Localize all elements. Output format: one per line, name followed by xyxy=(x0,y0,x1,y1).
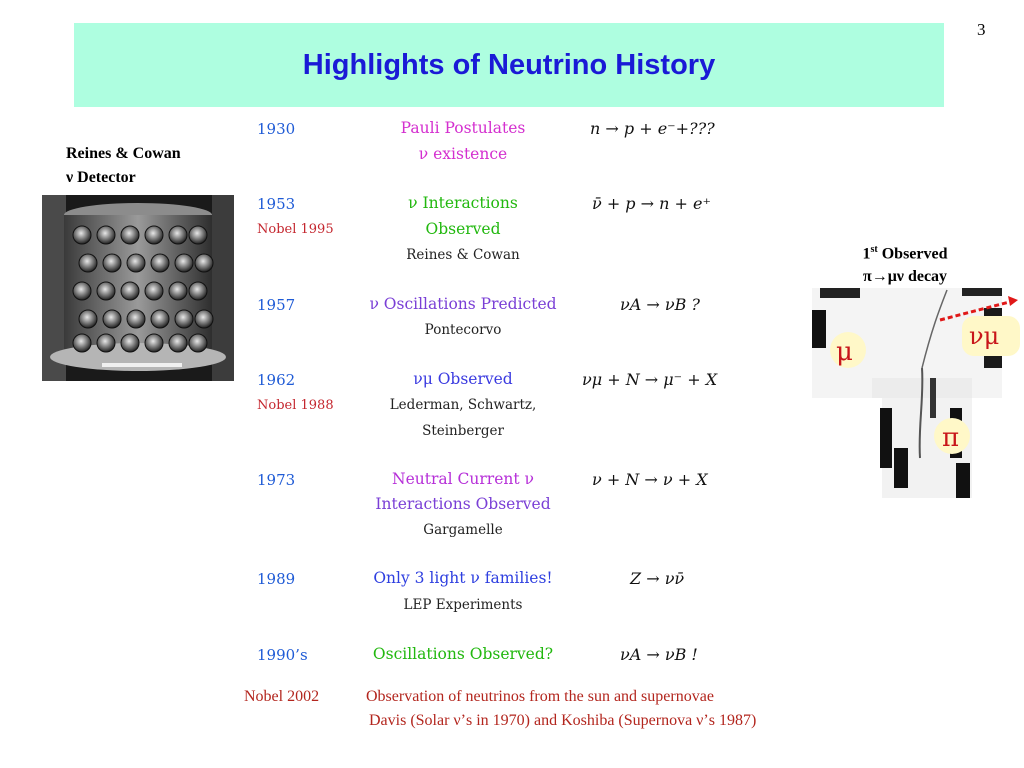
pmt-tube xyxy=(121,334,139,352)
pmt-tube xyxy=(127,310,145,328)
pmt-tube xyxy=(97,226,115,244)
equation-1989: Z → νν̄ xyxy=(630,569,685,588)
pmt-tube xyxy=(175,254,193,272)
detector-caption-line2: ν Detector xyxy=(66,169,136,186)
equation-1930: n → p + e⁻+??? xyxy=(590,119,715,138)
event-1953-line2: Observed xyxy=(425,220,501,238)
pmt-tube xyxy=(97,282,115,300)
equation-1957: νA → νB ? xyxy=(620,295,701,314)
decay-caption-ordinal: 1 xyxy=(862,245,871,263)
pmt-tube xyxy=(145,282,163,300)
event-1953-line1: ν Interactions xyxy=(408,194,518,212)
event-1989-line1: Only 3 light ν families! xyxy=(373,569,553,587)
year-1990s: 1990’s xyxy=(257,646,308,664)
year-1962: 1962 xyxy=(257,371,296,389)
detector-caption-line1: Reines & Cowan xyxy=(66,145,181,162)
detector-photo xyxy=(42,195,234,381)
pmt-tube xyxy=(189,226,207,244)
pmt-tube xyxy=(79,254,97,272)
pmt-tube xyxy=(151,254,169,272)
pmt-tube xyxy=(73,226,91,244)
decay-caption-sup: st xyxy=(870,244,878,255)
pmt-tube xyxy=(127,254,145,272)
event-1930-line1: Pauli Postulates xyxy=(400,119,526,137)
mu-label: μ xyxy=(836,337,853,367)
people-1962-line1: Lederman, Schwartz, xyxy=(389,397,537,413)
pmt-tube xyxy=(175,310,193,328)
numu-label: νμ xyxy=(969,322,1000,350)
event-1990s-line1: Oscillations Observed? xyxy=(372,645,554,663)
pmt-tube xyxy=(169,282,187,300)
slide-number: 3 xyxy=(977,20,986,39)
nobel-1988: Nobel 1988 xyxy=(257,398,334,413)
pmt-tube xyxy=(103,254,121,272)
event-1973-line2: Interactions Observed xyxy=(375,495,551,513)
detector-illustration xyxy=(42,195,234,381)
equation-1953: ν̄ + p → n + e⁺ xyxy=(592,194,711,213)
event-1957-line1: ν Oscillations Predicted xyxy=(369,295,557,313)
pmt-tube xyxy=(195,310,213,328)
pmt-tube xyxy=(169,334,187,352)
people-1957: Pontecorvo xyxy=(424,322,502,338)
pmt-tube xyxy=(97,334,115,352)
people-1962-line2: Steinberger xyxy=(422,423,504,439)
footer-line2: Davis (Solar ν’s in 1970) and Koshiba (Supernova ν’s 1987) xyxy=(369,712,757,729)
slide-title: Highlights of Neutrino History xyxy=(302,48,716,81)
detector-caption xyxy=(66,142,181,190)
people-1973: Gargamelle xyxy=(423,522,503,538)
pmt-tube xyxy=(151,310,169,328)
nobel-1995: Nobel 1995 xyxy=(257,222,334,237)
equation-1973: ν + N → ν + X xyxy=(592,470,708,489)
pi-label: π xyxy=(942,423,960,453)
year-1930: 1930 xyxy=(257,120,296,138)
pmt-tube xyxy=(189,334,207,352)
pmt-tube xyxy=(103,310,121,328)
event-1930-line2: ν existence xyxy=(418,145,508,163)
pmt-tube xyxy=(145,226,163,244)
pmt-tube xyxy=(195,254,213,272)
decay-caption-line2: π→μν decay xyxy=(862,268,948,286)
year-1957: 1957 xyxy=(257,296,296,314)
pmt-tube xyxy=(121,226,139,244)
pmt-tube xyxy=(73,334,91,352)
event-1973-line1: Neutral Current ν xyxy=(392,470,534,488)
people-1989: LEP Experiments xyxy=(403,597,523,613)
decay-photo xyxy=(812,258,1022,508)
equation-1990s: νA → νB ! xyxy=(620,645,698,664)
pmt-tube xyxy=(79,310,97,328)
pmt-tube xyxy=(189,282,207,300)
year-1989: 1989 xyxy=(257,570,296,588)
year-1973: 1973 xyxy=(257,471,296,489)
year-1953: 1953 xyxy=(257,195,296,213)
people-1953: Reines & Cowan xyxy=(406,247,520,263)
pmt-tube xyxy=(145,334,163,352)
decay-illustration xyxy=(812,258,1022,508)
decay-caption-observed: Observed xyxy=(877,245,948,263)
pmt-tube xyxy=(121,282,139,300)
footer-nobel: Nobel 2002 xyxy=(244,688,320,705)
pmt-tube xyxy=(169,226,187,244)
footer-line1: Observation of neutrinos from the sun and supernovae xyxy=(366,688,714,705)
equation-1962: νμ + N → μ⁻ + X xyxy=(582,370,718,389)
pmt-tube xyxy=(73,282,91,300)
event-1962-line1: νμ Observed xyxy=(413,370,513,388)
title-banner xyxy=(74,23,944,107)
